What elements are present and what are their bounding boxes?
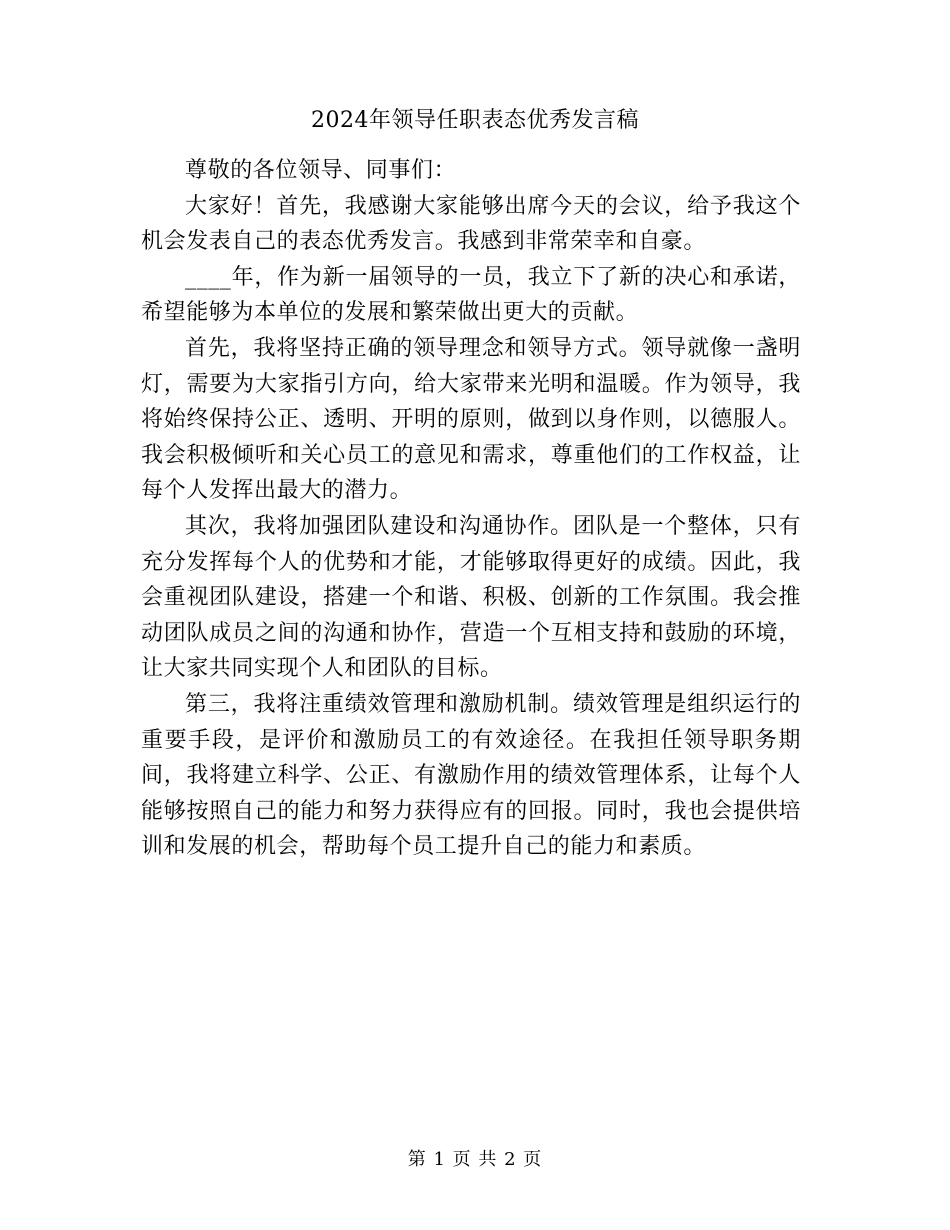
document-title: 2024年领导任职表态优秀发言稿 [311, 108, 639, 133]
body-paragraph: 其次，我将加强团队建设和沟通协作。团队是一个整体，只有充分发挥每个人的优势和才能，才能够取得更好的成绩。因此，我会重视团队建设，搭建一个和谐、积极、创新的工作氛围。我会推动团队成员之间的沟通和协作，营造一个互相支持和鼓励的环境，让大家共同实现个人和团队的目标。 [141, 513, 801, 682]
body-paragraph: ____年，作为新一届领导的一员，我立下了新的决心和承诺，希望能够为本单位的发展和繁荣做出更大的贡献。 [141, 264, 801, 326]
body-paragraph: 第三，我将注重绩效管理和激励机制。绩效管理是组织运行的重要手段，是评价和激励员工的有效途径。在我担任领导职务期间，我将建立科学、公正、有激励作用的绩效管理体系，让每个人能够按照自己的能力和努力获得应有的回报。同时，我也会提供培训和发展的机会，帮助每个员工提升自己的能力和素质。 [141, 691, 801, 860]
page-number-footer: 第 1 页 共 2 页 [407, 1149, 543, 1170]
body-paragraph: 首先，我将坚持正确的领导理念和领导方式。领导就像一盏明灯，需要为大家指引方向，给大家带来光明和温暖。作为领导，我将始终保持公正、透明、开明的原则，做到以身作则，以德服人。我会积极倾听和关心员工的意见和需求，尊重他们的工作权益，让每个人发挥出最大的潜力。 [141, 335, 801, 504]
body-paragraph: 大家好！首先，我感谢大家能够出席今天的会议，给予我这个机会发表自己的表态优秀发言。我感到非常荣幸和自豪。 [141, 193, 801, 255]
salutation-paragraph: 尊敬的各位领导、同事们： [185, 158, 457, 183]
document-body [141, 153, 801, 865]
